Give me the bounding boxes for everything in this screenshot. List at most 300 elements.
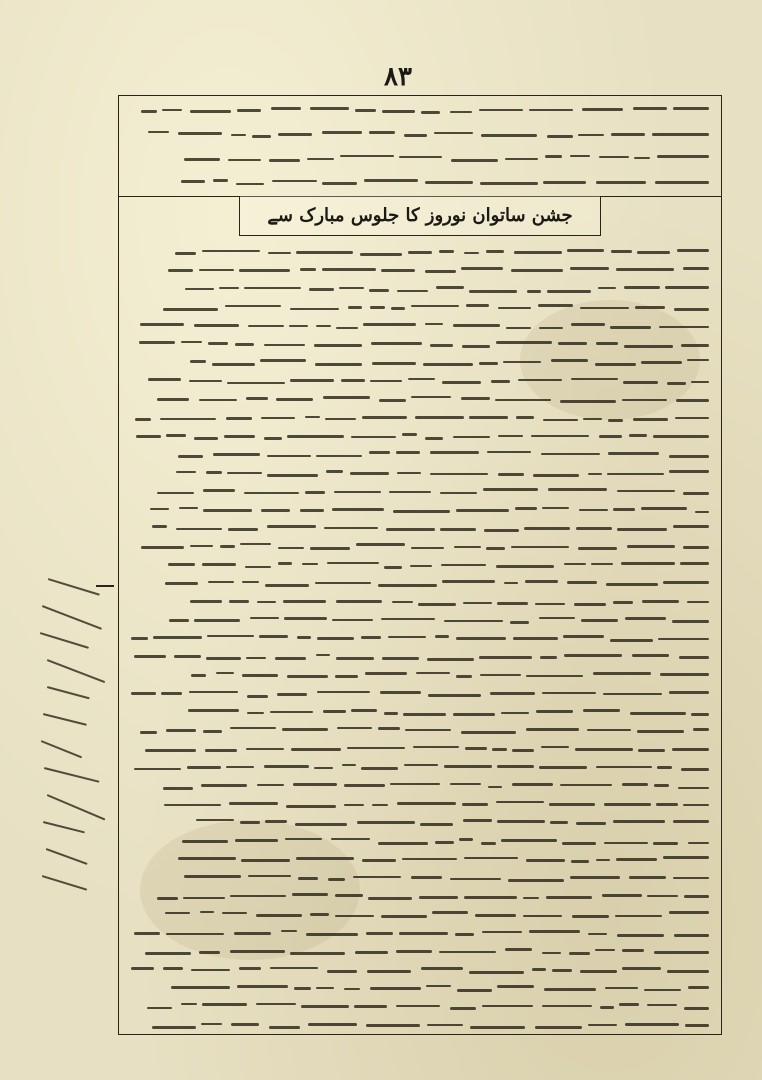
text-word <box>644 989 681 991</box>
text-word <box>322 268 376 271</box>
text-word <box>386 528 435 531</box>
text-word <box>667 382 686 385</box>
text-word <box>256 914 302 917</box>
text-word <box>264 344 305 346</box>
text-word <box>290 308 339 310</box>
text-word <box>455 933 474 936</box>
text-word <box>571 860 589 863</box>
text-word <box>296 251 353 254</box>
text-word <box>256 1003 296 1005</box>
text-word <box>353 876 401 878</box>
text-word <box>569 952 590 955</box>
text-word <box>181 341 202 343</box>
text-word <box>578 134 604 136</box>
text-word <box>191 969 230 971</box>
text-word <box>469 416 508 419</box>
text-word <box>683 804 709 806</box>
text-word <box>199 951 220 954</box>
text-word <box>357 821 415 824</box>
text-word <box>135 418 151 421</box>
text-word <box>315 582 371 584</box>
text-word <box>596 181 646 184</box>
text-word <box>344 804 364 806</box>
text-word <box>370 306 385 309</box>
text-line <box>127 463 713 483</box>
text-word <box>633 107 667 110</box>
text-word <box>314 344 362 347</box>
text-word <box>396 950 432 953</box>
text-word <box>287 675 328 678</box>
text-word <box>593 672 651 675</box>
text-word <box>145 952 191 955</box>
text-word <box>269 1026 300 1029</box>
text-word <box>459 838 473 841</box>
text-word <box>136 435 161 438</box>
text-line <box>127 702 713 722</box>
text-word <box>182 840 228 843</box>
text-word <box>189 380 222 382</box>
text-word <box>564 563 586 565</box>
text-word <box>332 508 384 511</box>
text-word <box>669 470 709 473</box>
text-word <box>134 655 166 658</box>
text-word <box>201 1023 222 1025</box>
text-word <box>488 786 502 788</box>
text-word <box>416 672 450 674</box>
text-word <box>231 1023 259 1026</box>
handwritten-line <box>43 821 85 833</box>
text-word <box>230 727 276 729</box>
text-word <box>194 324 239 327</box>
text-word <box>224 435 255 438</box>
text-word <box>181 180 205 183</box>
text-word <box>206 471 222 474</box>
text-word <box>231 134 246 136</box>
text-word <box>322 182 357 185</box>
text-word <box>674 308 709 311</box>
text-word <box>298 877 318 880</box>
text-word <box>308 1023 357 1026</box>
text-word <box>410 565 432 567</box>
text-word <box>396 1005 440 1007</box>
text-line <box>127 352 713 372</box>
handwritten-line <box>44 767 100 783</box>
text-word <box>542 692 596 694</box>
text-word <box>543 419 578 421</box>
text-word <box>529 930 580 933</box>
text-word <box>533 474 579 477</box>
text-word <box>166 434 186 437</box>
text-word <box>453 436 490 438</box>
text-word <box>505 158 538 160</box>
text-word <box>595 363 636 366</box>
page-number: ۸۳ <box>384 62 412 92</box>
text-frame <box>118 95 722 1035</box>
text-word <box>235 839 278 842</box>
text-word <box>384 566 402 569</box>
text-word <box>501 712 529 714</box>
text-word <box>475 914 516 917</box>
handwritten-line <box>47 686 90 699</box>
text-word <box>285 838 322 840</box>
text-word <box>604 803 651 806</box>
text-word <box>440 528 476 531</box>
text-word <box>397 472 421 474</box>
text-word <box>496 341 552 344</box>
text-word <box>277 693 307 696</box>
text-word <box>178 132 222 135</box>
text-word <box>625 1023 679 1026</box>
text-word <box>456 675 472 678</box>
text-word <box>497 820 545 823</box>
text-word <box>430 344 453 347</box>
text-word <box>141 110 157 113</box>
text-word <box>226 766 254 768</box>
text-word <box>570 267 609 270</box>
text-word <box>621 562 675 565</box>
text-word <box>622 399 667 401</box>
text-word <box>131 692 156 695</box>
text-word <box>444 765 492 768</box>
text-word <box>227 472 262 474</box>
text-word <box>367 970 411 973</box>
text-word <box>630 712 686 715</box>
text-word <box>439 951 496 953</box>
text-word <box>598 287 616 289</box>
text-word <box>206 657 241 660</box>
text-word <box>240 543 271 545</box>
text-word <box>684 1007 709 1010</box>
text-word <box>337 727 372 729</box>
text-word <box>166 729 196 732</box>
text-word <box>440 492 477 494</box>
text-word <box>482 931 522 933</box>
text-line <box>127 904 713 924</box>
text-word <box>390 783 440 785</box>
text-word <box>140 731 157 734</box>
text-word <box>613 601 633 604</box>
text-word <box>222 912 247 914</box>
text-word <box>515 507 537 510</box>
text-word <box>450 783 481 785</box>
text-line <box>127 886 713 906</box>
text-word <box>230 950 285 953</box>
text-word <box>439 250 454 253</box>
text-word <box>496 565 554 568</box>
text-word <box>207 635 254 637</box>
text-word <box>242 581 259 583</box>
text-word <box>613 820 665 823</box>
text-word <box>164 804 221 806</box>
text-word <box>580 307 629 309</box>
text-line <box>127 960 713 980</box>
text-word <box>617 934 664 937</box>
text-word <box>335 915 374 917</box>
text-word <box>674 934 709 937</box>
text-word <box>622 949 644 952</box>
text-word <box>641 507 687 510</box>
text-word <box>511 546 569 548</box>
text-word <box>599 435 622 438</box>
text-line <box>127 408 713 428</box>
text-word <box>348 306 362 309</box>
text-word <box>486 547 505 550</box>
text-word <box>541 746 569 748</box>
text-word <box>656 803 678 806</box>
text-word <box>487 451 531 453</box>
text-word <box>653 435 709 438</box>
text-word <box>408 378 435 380</box>
text-word <box>596 342 618 345</box>
text-word <box>464 252 479 254</box>
text-word <box>316 325 331 327</box>
text-word <box>629 876 666 879</box>
text-word <box>479 362 498 365</box>
text-word <box>419 896 458 899</box>
text-word <box>583 418 602 420</box>
text-word <box>622 783 648 786</box>
text-word <box>131 967 154 970</box>
text-word <box>512 783 553 786</box>
text-word <box>278 133 312 136</box>
text-word <box>497 765 534 768</box>
text-word <box>152 525 167 528</box>
text-word <box>174 655 201 658</box>
text-word <box>176 528 222 530</box>
text-word <box>450 111 472 113</box>
text-word <box>579 509 608 511</box>
text-word <box>464 896 517 899</box>
text-word <box>685 1024 709 1027</box>
text-word <box>634 157 650 159</box>
text-word <box>461 267 503 270</box>
text-word <box>344 784 385 787</box>
text-word <box>350 472 389 475</box>
text-word <box>600 1006 614 1009</box>
text-word <box>679 656 709 659</box>
text-word <box>168 563 195 566</box>
text-word <box>543 181 586 184</box>
text-word <box>681 344 709 347</box>
text-word <box>454 546 481 548</box>
text-word <box>380 691 421 694</box>
text-word <box>368 897 412 900</box>
text-word <box>324 527 378 529</box>
text-word <box>216 672 234 674</box>
text-word <box>544 988 596 991</box>
text-word <box>513 637 558 640</box>
text-word <box>430 451 479 454</box>
text-word <box>456 509 509 512</box>
text-word <box>267 455 311 457</box>
text-word <box>212 363 255 366</box>
text-word <box>271 107 301 110</box>
text-word <box>189 691 238 693</box>
text-word <box>450 878 501 880</box>
text-word <box>510 621 529 624</box>
text-word <box>148 131 169 133</box>
text-word <box>539 766 587 769</box>
text-word <box>239 967 261 970</box>
text-word <box>687 359 709 361</box>
text-word <box>139 341 175 344</box>
text-word <box>420 823 453 826</box>
text-word <box>442 580 495 583</box>
text-word <box>558 342 587 345</box>
text-word <box>453 324 500 327</box>
text-word <box>323 396 370 399</box>
text-word <box>396 451 420 454</box>
text-line <box>127 628 713 648</box>
handwritten-line <box>42 605 102 630</box>
text-line <box>127 481 713 501</box>
text-word <box>508 879 564 882</box>
text-word <box>531 435 589 437</box>
text-word <box>402 433 417 436</box>
text-word <box>428 694 481 697</box>
text-word <box>326 470 343 473</box>
text-word <box>282 728 328 731</box>
text-word <box>451 159 498 162</box>
text-word <box>463 819 492 822</box>
text-word <box>176 471 196 473</box>
text-line <box>127 172 713 192</box>
text-word <box>524 527 570 530</box>
text-word <box>657 155 709 158</box>
text-word <box>647 1004 677 1006</box>
text-word <box>175 252 196 255</box>
text-word <box>672 620 709 623</box>
text-word <box>157 398 189 401</box>
text-word <box>397 802 456 805</box>
text-word <box>535 603 565 605</box>
text-word <box>405 729 451 731</box>
text-word <box>506 327 531 329</box>
text-word <box>310 913 329 916</box>
margin-note <box>36 578 114 908</box>
text-word <box>605 987 638 989</box>
text-word <box>152 1026 196 1029</box>
text-word <box>242 674 278 677</box>
text-word <box>583 709 620 712</box>
text-word <box>382 110 415 113</box>
text-word <box>166 933 224 935</box>
text-word <box>681 768 709 771</box>
text-word <box>328 878 345 881</box>
text-word <box>547 135 573 138</box>
text-word <box>160 418 216 420</box>
text-word <box>462 803 488 806</box>
text-word <box>672 748 709 751</box>
text-word <box>339 287 364 289</box>
text-line <box>127 279 713 299</box>
text-word <box>268 252 291 254</box>
text-word <box>237 985 288 988</box>
text-line <box>127 831 713 851</box>
text-word <box>425 437 443 440</box>
text-word <box>616 268 674 271</box>
text-word <box>542 507 569 509</box>
text-word <box>307 158 334 160</box>
text-line <box>127 739 713 759</box>
text-word <box>191 674 206 677</box>
text-word <box>496 801 544 803</box>
text-word <box>571 323 605 326</box>
text-word <box>654 951 709 954</box>
text-word <box>669 455 709 458</box>
text-word <box>658 638 709 640</box>
text-line <box>127 684 713 704</box>
text-word <box>179 507 198 509</box>
text-word <box>161 692 182 695</box>
text-word <box>637 251 670 254</box>
text-word <box>335 894 363 897</box>
text-word <box>252 135 271 138</box>
text-line <box>127 720 713 740</box>
text-word <box>479 656 532 659</box>
text-word <box>432 911 468 914</box>
text-word <box>498 307 531 309</box>
text-word <box>194 619 240 622</box>
text-word <box>525 580 558 583</box>
text-word <box>587 729 631 731</box>
text-word <box>244 287 301 289</box>
text-word <box>248 325 284 327</box>
text-word <box>234 932 271 935</box>
text-word <box>402 858 457 860</box>
text-line <box>127 941 713 961</box>
text-word <box>655 181 709 184</box>
text-word <box>551 359 588 362</box>
text-word <box>484 529 519 532</box>
text-line <box>127 996 713 1016</box>
text-word <box>362 859 396 862</box>
text-word <box>355 109 376 112</box>
text-word <box>199 269 234 271</box>
text-word <box>290 379 334 382</box>
text-word <box>366 1024 420 1027</box>
text-word <box>235 343 254 346</box>
text-line <box>127 610 713 630</box>
text-word <box>213 179 228 182</box>
text-word <box>178 455 203 458</box>
text-word <box>418 603 456 606</box>
text-word <box>300 268 316 271</box>
text-word <box>314 767 333 769</box>
text-word <box>411 547 444 549</box>
text-word <box>384 712 398 715</box>
text-word <box>623 381 658 384</box>
text-word <box>596 766 652 768</box>
text-word <box>261 509 290 512</box>
text-word <box>190 545 213 547</box>
handwritten-line <box>47 659 106 683</box>
text-line <box>127 260 713 280</box>
text-word <box>466 304 489 307</box>
text-word <box>624 345 673 348</box>
text-word <box>261 417 295 419</box>
text-word <box>364 179 418 182</box>
text-word <box>356 543 405 546</box>
text-word <box>560 400 616 403</box>
text-word <box>294 987 311 990</box>
text-word <box>163 787 193 790</box>
text-word <box>134 932 160 935</box>
text-word <box>548 488 607 491</box>
text-word <box>140 323 184 326</box>
text-word <box>465 747 487 750</box>
text-word <box>315 363 362 366</box>
